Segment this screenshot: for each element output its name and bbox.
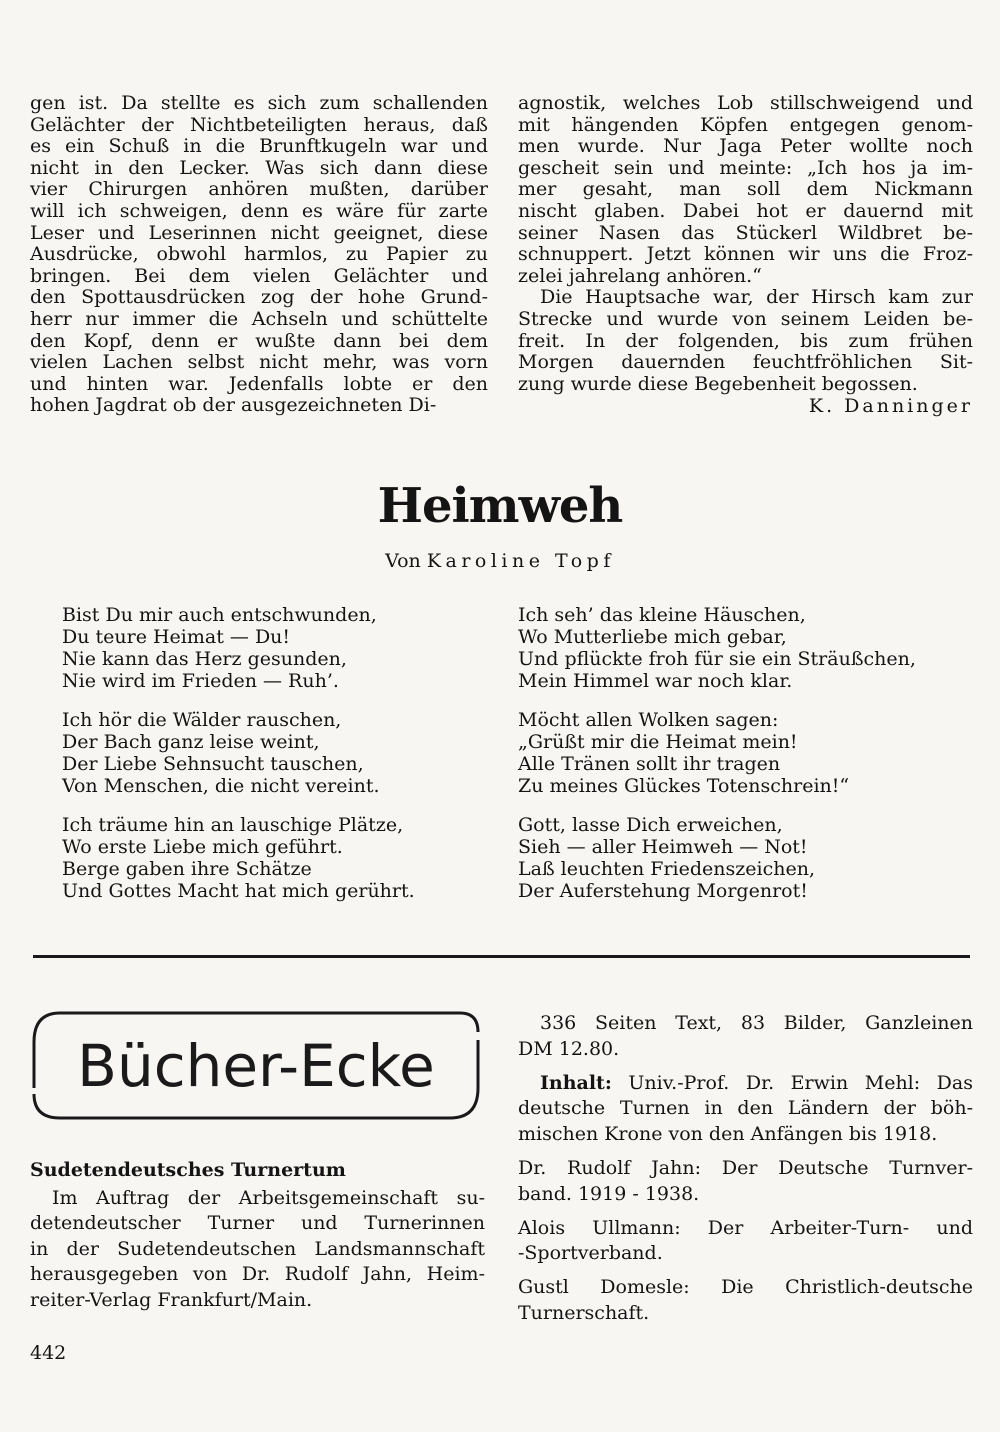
books-left-column <box>30 1160 485 1314</box>
story-line: hohen Jagdrat ob der ausgezeichneten Di- <box>30 394 437 417</box>
poem-line: Berge gaben ihre Schätze <box>62 858 312 880</box>
story-line: zung wurde diese Begebenheit begossen. <box>518 372 918 395</box>
poem-left-column <box>62 604 492 919</box>
books-paragraph <box>518 1011 973 1063</box>
story-line: agnostik, welches Lob stillschweigend und <box>518 92 973 114</box>
books-line: reiter-Verlag Frankfurt/Main. <box>30 1288 313 1311</box>
poem-line: Ich hör die Wälder rauschen, <box>62 709 342 731</box>
poem-line: Zu meines Glückes Totenschrein!“ <box>518 775 850 797</box>
story-line: will ich schweigen, denn es wäre für zarte <box>30 199 488 222</box>
story-line: vielen Lachen selbst nicht mehr, was vorn <box>30 351 488 374</box>
books-line: Gustl Domesle: Die Christlich-deutsche <box>518 1276 973 1299</box>
poem-byline <box>0 550 1000 572</box>
poem-stanza <box>62 814 492 902</box>
story-line: nicht in den Lecker. Was sich dann diese <box>30 156 488 179</box>
story-right-column <box>518 93 973 418</box>
books-line: Dr. Rudolf Jahn: Der Deutsche Turnver- <box>518 1156 973 1179</box>
poem-stanza <box>518 709 973 797</box>
story-line: Die Hauptsache war, der Hirsch kam zur <box>540 286 973 309</box>
poem-line: Laß leuchten Friedenszeichen, <box>518 858 815 880</box>
books-line: -Sportverband. <box>518 1242 663 1265</box>
books-line: Alois Ullmann: Der Arbeiter-Turn- und <box>518 1216 973 1239</box>
poem-line: Wo erste Liebe mich geführt. <box>62 836 343 858</box>
books-line: DM 12.80. <box>518 1037 620 1060</box>
poem-title: Heimweh <box>377 478 623 534</box>
poem-line: Mein Himmel war noch klar. <box>518 670 793 692</box>
story-line: gen ist. Da stellte es sich zum schallenden <box>30 92 488 114</box>
section-divider <box>33 955 970 958</box>
story-line: vier Chirurgen anhören mußten, darüber <box>30 178 488 201</box>
byline-prefix: Von <box>385 550 421 572</box>
poem-line: Wo Mutterliebe mich gebar, <box>518 626 787 648</box>
books-line: herausgegeben von Dr. Rudolf Jahn, Heim- <box>30 1263 485 1286</box>
poem-line: Ich seh’ das kleine Häuschen, <box>518 604 806 626</box>
story-line: und hinten war. Jedenfalls lobte er den <box>30 372 488 395</box>
page-number: 442 <box>30 1342 67 1364</box>
poem-line: Möcht allen Wolken sagen: <box>518 709 779 731</box>
story-line: bringen. Bei dem vielen Gelächter und <box>30 264 488 287</box>
poem-line: Der Auferstehung Morgenrot! <box>518 880 808 902</box>
byline-author: Karoline Topf <box>426 550 615 572</box>
books-box-title: Bücher-Ecke <box>77 1032 435 1100</box>
story-line: mer gesaht, man soll dem Nickmann <box>518 178 973 201</box>
story-line: den Kopf, denn er wußte dann bei dem <box>30 329 488 352</box>
books-line: band. 1919 - 1938. <box>518 1182 700 1205</box>
poem-line: Sieh — aller Heimweh — Not! <box>518 836 808 858</box>
books-line: Im Auftrag der Arbeitsgemeinschaft su- <box>52 1186 485 1209</box>
poem-stanza <box>518 604 973 692</box>
poem-line: Und Gottes Macht hat mich gerührt. <box>62 880 415 902</box>
story-line: men wurde. Nur Jaga Peter wollte noch <box>518 135 973 158</box>
books-right-column <box>518 1011 973 1335</box>
story-line: schnuppert. Jetzt können wir uns die Froz- <box>518 243 973 266</box>
poem-line: Der Liebe Sehnsucht tauschen, <box>62 753 364 775</box>
story-line: herr nur immer die Achseln und schüttelte <box>30 307 488 330</box>
story-signature: K. Danninger <box>808 395 973 418</box>
story-line: mit hängenden Köpfen entgegen genom- <box>518 113 973 136</box>
books-paragraph <box>518 1216 973 1268</box>
books-line: in der Sudetendeutschen Landsmannschaft <box>30 1237 485 1260</box>
story-line: freit. In der folgenden, bis zum frühen <box>518 329 973 352</box>
books-paragraph <box>518 1156 973 1208</box>
poem-line: Alle Tränen sollt ihr tragen <box>518 753 781 775</box>
story-line: den Spottausdrücken zog der hohe Grund- <box>30 286 488 309</box>
story-line: Strecke und wurde von seinem Leiden be- <box>518 307 973 330</box>
books-line: mischen Krone von den Anfängen bis 1918. <box>518 1123 938 1146</box>
poem-line: Von Menschen, die nicht vereint. <box>62 775 380 797</box>
poem-line: Ich träume hin an lauschige Plätze, <box>62 814 404 836</box>
poem-line: Gott, lasse Dich erweichen, <box>518 814 783 836</box>
story-line: gescheit sein und meinte: „Ich hos ja im- <box>518 156 973 179</box>
books-line: Turnerschaft. <box>518 1301 650 1324</box>
story-line: zelei jahrelang anhören.“ <box>518 264 762 287</box>
poem-stanza <box>518 814 973 902</box>
books-subhead: Sudetendeutsches Turnertum <box>30 1159 346 1181</box>
books-line: detendeutscher Turner und Turnerinnen <box>30 1212 485 1235</box>
books-line: Inhalt: Univ.-Prof. Dr. Erwin Mehl: Das <box>540 1071 973 1094</box>
books-header-box <box>30 1010 482 1125</box>
books-line: 336 Seiten Text, 83 Bilder, Ganzleinen <box>540 1012 973 1034</box>
books-paragraph <box>518 1275 973 1327</box>
story-line: Ausdrücke, obwohl harmlos, zu Papier zu <box>30 243 488 266</box>
poem-right-column <box>518 604 973 919</box>
story-left-column <box>30 93 488 417</box>
poem-line: Und pflückte froh für sie ein Sträußchen, <box>518 648 916 670</box>
poem-line: Nie kann das Herz gesunden, <box>62 648 347 670</box>
poem-line: „Grüßt mir die Heimat mein! <box>518 731 798 753</box>
story-line: seiner Nasen das Stückerl Wildbret be- <box>518 221 973 244</box>
poem-stanza <box>62 604 492 692</box>
inhalt-label: Inhalt: <box>540 1071 612 1094</box>
story-line: Leser und Leserinnen nicht geeignet, diese <box>30 221 488 244</box>
books-paragraph <box>518 1071 973 1148</box>
story-line: nischt glaben. Dabei hot er dauernd mit <box>518 199 973 222</box>
story-line: Gelächter der Nichtbeteiligten heraus, daß <box>30 113 488 136</box>
story-line: Morgen dauernden feuchtfröhlichen Sit- <box>518 351 973 374</box>
books-line: deutsche Turnen in den Ländern der böh- <box>518 1097 973 1120</box>
poem-stanza <box>62 709 492 797</box>
poem-line: Bist Du mir auch entschwunden, <box>62 604 377 626</box>
poem-line: Nie wird im Frieden — Ruh’. <box>62 670 339 692</box>
story-line: es ein Schuß in die Brunftkugeln war und <box>30 135 488 158</box>
poem-line: Du teure Heimat — Du! <box>62 626 291 648</box>
poem-line: Der Bach ganz leise weint, <box>62 731 320 753</box>
